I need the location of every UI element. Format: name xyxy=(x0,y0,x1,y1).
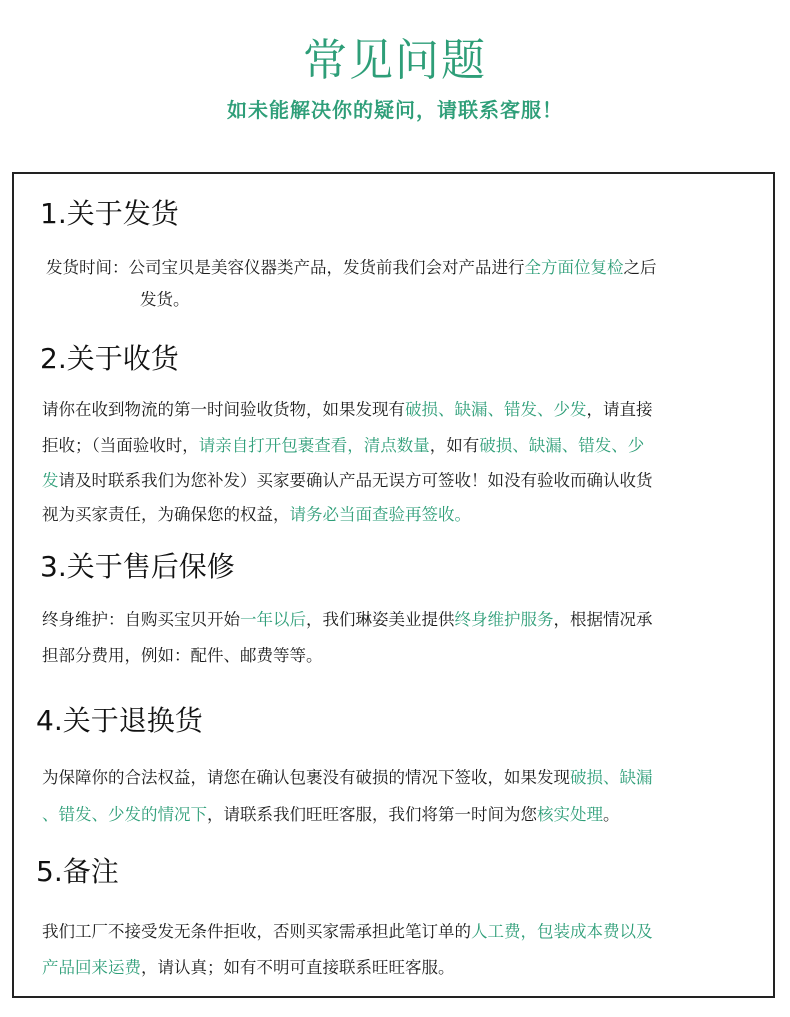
section-line xyxy=(42,609,653,631)
body-text: 请及时联系我们为您补发）买家要确认产品无误方可签收！如没有验收而确认收货 xyxy=(58,471,653,490)
section-line xyxy=(42,921,653,943)
section-line xyxy=(42,957,455,979)
body-text: ，请联系我们旺旺客服，我们将第一时间为您 xyxy=(207,805,537,824)
section-line xyxy=(42,645,323,667)
section-line xyxy=(42,470,653,492)
highlight-text: 破损、缺漏、错发、少发 xyxy=(405,400,587,419)
highlight-text: 破损、缺漏 xyxy=(570,768,653,787)
highlight-text: 终身维护服务 xyxy=(454,610,554,629)
highlight-text: 请务必当面查验再签收。 xyxy=(289,505,471,524)
body-text: 请你在收到物流的第一时间验收货物，如果发现有 xyxy=(42,400,405,419)
highlight-text: 全方面位复检 xyxy=(524,258,624,277)
section-line xyxy=(42,399,653,421)
body-text: ，请直接 xyxy=(586,400,653,419)
body-text: 拒收；（当面验收时， xyxy=(42,436,199,455)
highlight-text: 请亲自打开包裹查看，清点数量 xyxy=(198,436,430,455)
section-line xyxy=(42,504,471,526)
section-line xyxy=(42,435,644,457)
body-text: 终身维护：自购买宝贝开始 xyxy=(42,610,240,629)
section-line xyxy=(46,257,657,279)
section-heading: 3.关于售后保修 xyxy=(40,550,235,583)
body-text: 担部分费用，例如：配件、邮费等等。 xyxy=(42,646,323,665)
section-heading: 5.备注 xyxy=(36,855,119,888)
page-subtitle: 如未能解决你的疑问，请联系客服！ xyxy=(227,98,563,122)
highlight-text: 一年以后 xyxy=(240,610,306,629)
body-text: 之后 xyxy=(623,258,657,277)
body-text: 我们工厂不接受发无条件拒收，否则买家需承担此笔订单的 xyxy=(42,922,471,941)
body-text: ，请认真；如有不明可直接联系旺旺客服。 xyxy=(141,958,455,977)
highlight-text: 产品回来运费 xyxy=(42,958,141,977)
section-heading: 2.关于收货 xyxy=(40,342,179,375)
body-text: 为保障你的合法权益，请您在确认包裹没有破损的情况下签收，如果发现 xyxy=(42,768,570,787)
highlight-text: 、错发、少发的情况下 xyxy=(42,805,207,824)
highlight-text: 发 xyxy=(42,471,59,490)
highlight-text: 核实处理 xyxy=(537,805,603,824)
body-text: 发货时间：公司宝贝是美容仪器类产品，发货前我们会对产品进行 xyxy=(46,258,525,277)
section-line xyxy=(42,804,620,826)
body-text: ，根据情况承 xyxy=(553,610,653,629)
page-title: 常见问题 xyxy=(303,35,487,86)
body-text: 视为买家责任，为确保您的权益， xyxy=(42,505,290,524)
body-text: ，如有 xyxy=(429,436,480,455)
section-heading: 4.关于退换货 xyxy=(36,704,203,737)
highlight-text: 人工费，包装成本费以及 xyxy=(471,922,653,941)
section-heading: 1.关于发货 xyxy=(40,197,179,230)
body-text: ，我们琳姿美业提供 xyxy=(306,610,455,629)
section-line xyxy=(42,767,653,789)
faq-box xyxy=(12,172,775,998)
section-line xyxy=(140,289,190,311)
highlight-text: 破损、缺漏、错发、少 xyxy=(479,436,645,455)
body-text: 发货。 xyxy=(140,290,190,309)
body-text: 。 xyxy=(603,805,620,824)
